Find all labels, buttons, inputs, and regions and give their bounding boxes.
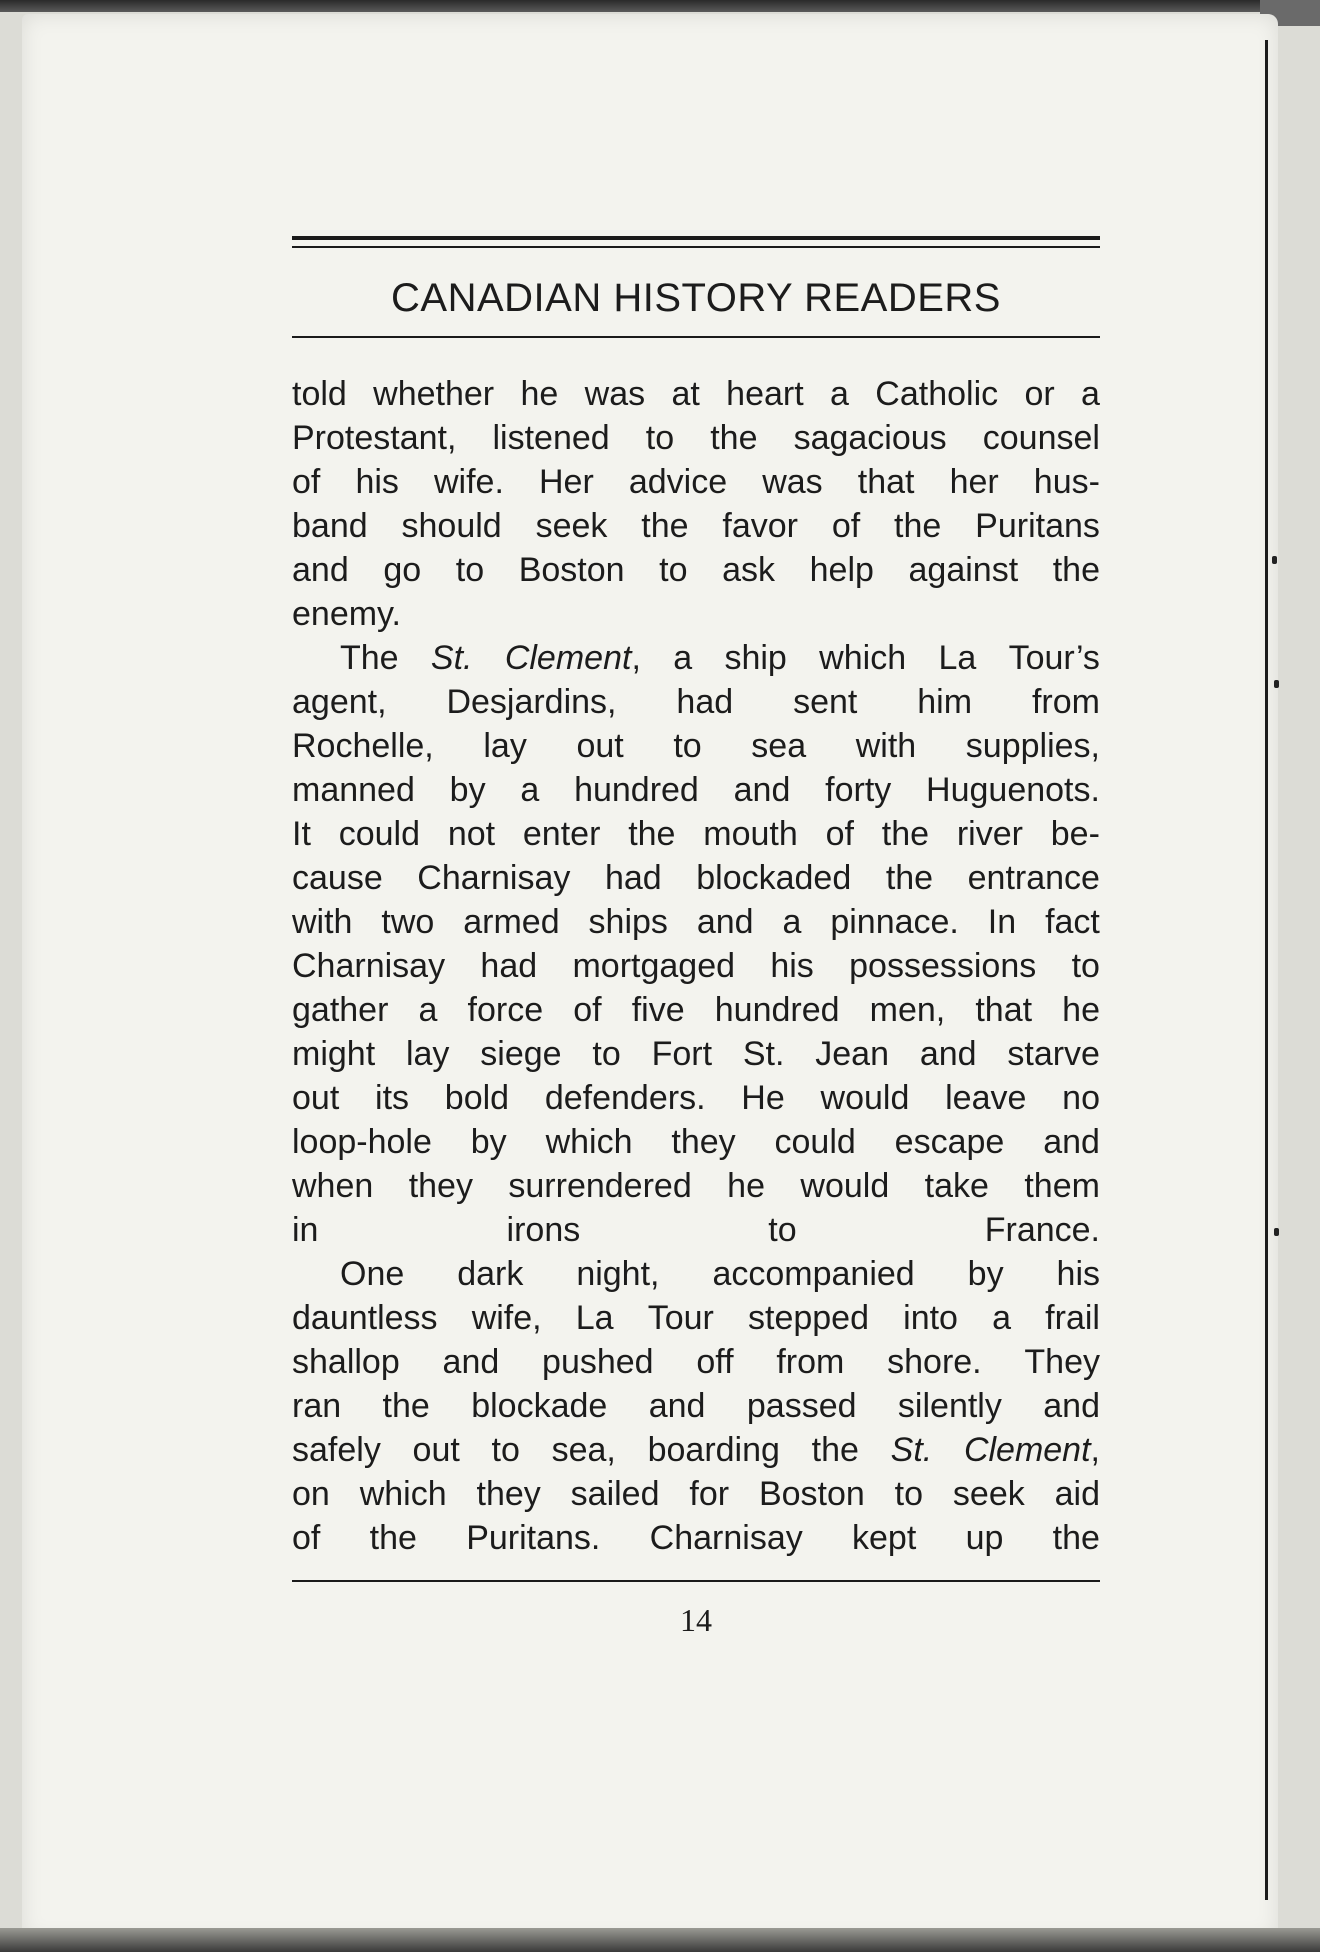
- body-word: against: [908, 551, 1019, 589]
- body-word: bold: [444, 1079, 510, 1117]
- body-word: by: [967, 1255, 1004, 1293]
- body-text: [292, 372, 1100, 1560]
- body-word: heart: [726, 375, 804, 413]
- body-line: [292, 372, 1100, 416]
- body-word: a: [520, 771, 540, 809]
- body-word: could: [774, 1123, 856, 1161]
- body-word: to: [645, 419, 675, 457]
- body-word: to: [659, 551, 688, 589]
- body-word: he: [727, 1167, 765, 1205]
- body-word: and: [696, 903, 754, 941]
- body-word: mortgaged: [572, 947, 736, 985]
- body-word: he: [520, 375, 559, 413]
- body-word: of: [292, 463, 321, 501]
- header-rule-bottom: [292, 336, 1100, 338]
- body-word: and: [442, 1343, 500, 1381]
- body-word: stepped: [748, 1299, 869, 1337]
- body-word: was: [584, 375, 646, 413]
- body-word: and: [292, 551, 349, 589]
- body-word: and: [1043, 1387, 1100, 1425]
- body-word: at: [671, 375, 700, 413]
- body-word: which: [545, 1123, 633, 1161]
- body-line: [292, 768, 1100, 812]
- body-word: by: [449, 771, 486, 809]
- body-word: listened: [492, 419, 610, 457]
- body-word: Tour: [647, 1299, 714, 1337]
- body-line: [292, 1032, 1100, 1076]
- body-word: the: [885, 859, 934, 897]
- body-line: [292, 1076, 1100, 1120]
- body-line-text: enemy.: [292, 595, 401, 633]
- body-word: for: [689, 1475, 730, 1513]
- body-word: band: [292, 507, 368, 545]
- body-word: the: [811, 1431, 859, 1469]
- body-word: Clement,: [963, 1431, 1100, 1469]
- body-word: safely: [292, 1431, 381, 1469]
- body-word: and: [1043, 1123, 1100, 1161]
- body-word: of: [573, 991, 602, 1029]
- body-word: with: [292, 903, 353, 941]
- body-word: surrendered: [508, 1167, 692, 1205]
- body-word: from: [1031, 683, 1100, 721]
- body-word: that: [857, 463, 915, 501]
- body-word: sent: [793, 683, 858, 721]
- body-word: supplies,: [965, 727, 1100, 765]
- body-word: a: [1081, 375, 1100, 413]
- body-word: seek: [952, 1475, 1025, 1513]
- body-word: Huguenots.: [926, 771, 1100, 809]
- body-word: sagacious: [793, 419, 947, 457]
- body-word: by: [470, 1123, 507, 1161]
- body-word: the: [1052, 551, 1100, 589]
- body-word: St.: [890, 1431, 933, 1469]
- body-word: a: [782, 903, 802, 941]
- body-word: It: [292, 815, 311, 853]
- header-rule-top: [292, 236, 1100, 240]
- body-word: Charnisay: [292, 947, 446, 985]
- body-word: river: [956, 815, 1023, 853]
- body-word: the: [628, 815, 676, 853]
- body-word: whether: [373, 375, 495, 413]
- body-word: had: [604, 859, 662, 897]
- body-word: Puritans: [975, 507, 1100, 545]
- body-word: boarding: [647, 1431, 780, 1469]
- body-word: out: [576, 727, 624, 765]
- body-word: defenders.: [544, 1079, 706, 1117]
- body-word: possessions: [849, 947, 1037, 985]
- body-word: them: [1024, 1167, 1100, 1205]
- body-word: They: [1024, 1343, 1100, 1381]
- body-word: of: [825, 815, 854, 853]
- body-word: to: [455, 551, 485, 589]
- body-word: advice: [628, 463, 728, 501]
- body-word: lay: [483, 727, 527, 765]
- body-word: mouth: [703, 815, 798, 853]
- body-line: [292, 548, 1100, 592]
- body-word: that: [975, 991, 1033, 1029]
- body-word: would: [800, 1167, 890, 1205]
- body-word: kept: [852, 1519, 917, 1557]
- body-word: and: [733, 771, 791, 809]
- body-word: Charnisay: [649, 1519, 803, 1557]
- body-line: [292, 1252, 1100, 1296]
- body-word: they: [671, 1123, 736, 1161]
- body-word: had: [480, 947, 538, 985]
- body-word: they: [476, 1475, 541, 1513]
- body-word: two: [381, 903, 435, 941]
- body-word: St.: [430, 639, 473, 677]
- body-word: him: [917, 683, 973, 721]
- body-line: [292, 680, 1100, 724]
- body-word: which: [819, 639, 907, 677]
- body-word: Tour’s: [1008, 639, 1100, 677]
- body-word: passed: [746, 1387, 857, 1425]
- body-line: [292, 416, 1100, 460]
- body-word: forty: [825, 771, 892, 809]
- body-word: would: [820, 1079, 910, 1117]
- body-word: Catholic: [875, 375, 999, 413]
- body-line: [292, 1428, 1100, 1472]
- body-word: counsel: [982, 419, 1100, 457]
- body-word: blockaded: [696, 859, 852, 897]
- body-word: fact: [1045, 903, 1100, 941]
- text-frame: [292, 236, 1100, 1639]
- body-word: manned: [292, 771, 415, 809]
- body-line: [292, 944, 1100, 988]
- body-word: they: [408, 1167, 473, 1205]
- body-word: cause: [292, 859, 383, 897]
- body-word: of: [831, 507, 861, 545]
- body-word: help: [809, 551, 874, 589]
- scan-top-edge: [0, 0, 1320, 12]
- body-word: Clement,: [504, 639, 641, 677]
- body-word: ran: [292, 1387, 342, 1425]
- body-line: [292, 900, 1100, 944]
- body-word: its: [375, 1079, 410, 1117]
- body-word: St.: [742, 1035, 785, 1073]
- body-word: wife.: [433, 463, 504, 501]
- body-word: He: [741, 1079, 785, 1117]
- body-word: no: [1062, 1079, 1100, 1117]
- body-line: [292, 1296, 1100, 1340]
- body-word: not: [447, 815, 496, 853]
- body-word: dauntless: [292, 1299, 438, 1337]
- body-word: with: [855, 727, 917, 765]
- body-word: starve: [1007, 1035, 1100, 1073]
- body-word: sea: [751, 727, 807, 765]
- body-word: to: [673, 727, 702, 765]
- body-word: force: [467, 991, 544, 1029]
- body-word: frail: [1045, 1299, 1100, 1337]
- scan-bottom-edge: [0, 1928, 1320, 1952]
- body-word: her: [949, 463, 999, 501]
- body-word: was: [762, 463, 823, 501]
- body-word: to: [1071, 947, 1100, 985]
- body-word: Protestant,: [292, 419, 457, 457]
- body-word: hus-: [1033, 463, 1100, 501]
- body-word: hundred: [574, 771, 699, 809]
- body-word: the: [382, 1387, 430, 1425]
- body-word: could: [338, 815, 420, 853]
- body-word: silently: [897, 1387, 1002, 1425]
- body-word: a: [673, 639, 693, 677]
- body-word: a: [830, 375, 849, 413]
- body-word: the: [881, 815, 930, 853]
- scan-speck: [1274, 1228, 1279, 1236]
- body-word: from: [776, 1343, 845, 1381]
- header-rule-second: [292, 246, 1100, 248]
- body-word: La: [575, 1299, 614, 1337]
- body-line: [292, 1120, 1100, 1164]
- body-word: out: [412, 1431, 460, 1469]
- body-word: of: [292, 1519, 321, 1557]
- body-word: gather: [292, 991, 389, 1029]
- body-word: take: [924, 1167, 989, 1205]
- body-word: accompanied: [712, 1255, 915, 1293]
- body-word: ships: [588, 903, 668, 941]
- body-word: In: [987, 903, 1017, 941]
- body-word: his: [770, 947, 814, 985]
- body-word: leave: [945, 1079, 1027, 1117]
- body-word: go: [383, 551, 422, 589]
- body-word: wife,: [471, 1299, 542, 1337]
- body-word: loop-hole: [292, 1123, 432, 1161]
- body-word: ship: [724, 639, 787, 677]
- body-word: be-: [1050, 815, 1100, 853]
- body-word: Desjardins,: [446, 683, 617, 721]
- body-word: The: [340, 639, 399, 677]
- body-line: [292, 856, 1100, 900]
- body-word: a: [418, 991, 438, 1029]
- body-word: on: [292, 1475, 330, 1513]
- running-header: CANADIAN HISTORY READERS: [391, 276, 1001, 320]
- body-word: when: [292, 1167, 374, 1205]
- page-number: 14: [680, 1602, 712, 1638]
- body-line: [292, 460, 1100, 504]
- body-line: [292, 988, 1100, 1032]
- body-word: Her: [538, 463, 594, 501]
- body-word: should: [401, 507, 502, 545]
- body-word: dark: [457, 1255, 524, 1293]
- body-word: sea,: [551, 1431, 616, 1469]
- body-word: enter: [522, 815, 601, 853]
- body-word: his: [1056, 1255, 1100, 1293]
- body-word: pinnace.: [830, 903, 959, 941]
- body-word: the: [641, 507, 689, 545]
- body-word: might: [292, 1035, 376, 1073]
- body-word: the: [369, 1519, 417, 1557]
- body-word: seek: [535, 507, 608, 545]
- body-word: to: [491, 1431, 520, 1469]
- body-line: [292, 1384, 1100, 1428]
- body-word: off: [696, 1343, 734, 1381]
- scan-speck: [1272, 556, 1277, 564]
- body-word: One: [340, 1255, 405, 1293]
- body-line: [292, 636, 1100, 680]
- body-word: aid: [1054, 1475, 1100, 1513]
- body-word: agent,: [292, 683, 387, 721]
- body-word: hundred: [714, 991, 840, 1029]
- body-word: and: [919, 1035, 977, 1073]
- body-word: to: [894, 1475, 924, 1513]
- body-word: sailed: [570, 1475, 660, 1513]
- body-word: Boston: [518, 551, 625, 589]
- body-word: shore.: [887, 1343, 982, 1381]
- body-word: armed: [463, 903, 560, 941]
- body-word: a: [992, 1299, 1012, 1337]
- body-word: blockade: [471, 1387, 608, 1425]
- body-word: had: [676, 683, 734, 721]
- body-word: Boston: [758, 1475, 865, 1513]
- body-word: which: [359, 1475, 447, 1513]
- body-line: [292, 1208, 1100, 1252]
- body-word: ask: [722, 551, 776, 589]
- body-word: the: [1052, 1519, 1100, 1557]
- body-line: [292, 504, 1100, 548]
- body-word: favor: [722, 507, 798, 545]
- body-word: told: [292, 375, 347, 413]
- body-word: Puritans.: [466, 1519, 601, 1557]
- body-word: Jean: [815, 1035, 889, 1073]
- page-edge-line: [1265, 40, 1268, 1900]
- body-word: men,: [869, 991, 946, 1029]
- body-word: Charnisay: [417, 859, 571, 897]
- body-word: La: [938, 639, 977, 677]
- body-line: [292, 1472, 1100, 1516]
- body-word: his: [355, 463, 399, 501]
- body-word: five: [631, 991, 685, 1029]
- body-word: siege: [480, 1035, 562, 1073]
- body-word: entrance: [967, 859, 1100, 897]
- body-word: night,: [576, 1255, 660, 1293]
- body-word: Fort: [651, 1035, 713, 1073]
- body-word: to: [592, 1035, 621, 1073]
- body-line: [292, 724, 1100, 768]
- body-word: Rochelle,: [292, 727, 434, 765]
- body-word: he: [1062, 991, 1100, 1029]
- body-word: into: [903, 1299, 958, 1337]
- body-word: escape: [894, 1123, 1005, 1161]
- scan-speck: [1274, 680, 1279, 688]
- body-line: [292, 1340, 1100, 1384]
- body-line-text: in irons to France.: [292, 1211, 1100, 1249]
- body-line: [292, 592, 1100, 636]
- body-word: the: [894, 507, 942, 545]
- body-line: [292, 1516, 1100, 1560]
- body-word: lay: [405, 1035, 450, 1073]
- body-line: [292, 1164, 1100, 1208]
- body-word: out: [292, 1079, 340, 1117]
- footer-rule: [292, 1580, 1100, 1582]
- body-word: the: [710, 419, 758, 457]
- body-word: up: [965, 1519, 1004, 1557]
- body-word: pushed: [542, 1343, 654, 1381]
- body-word: or: [1024, 375, 1055, 413]
- body-line: [292, 812, 1100, 856]
- body-word: and: [648, 1387, 706, 1425]
- body-word: shallop: [292, 1343, 400, 1381]
